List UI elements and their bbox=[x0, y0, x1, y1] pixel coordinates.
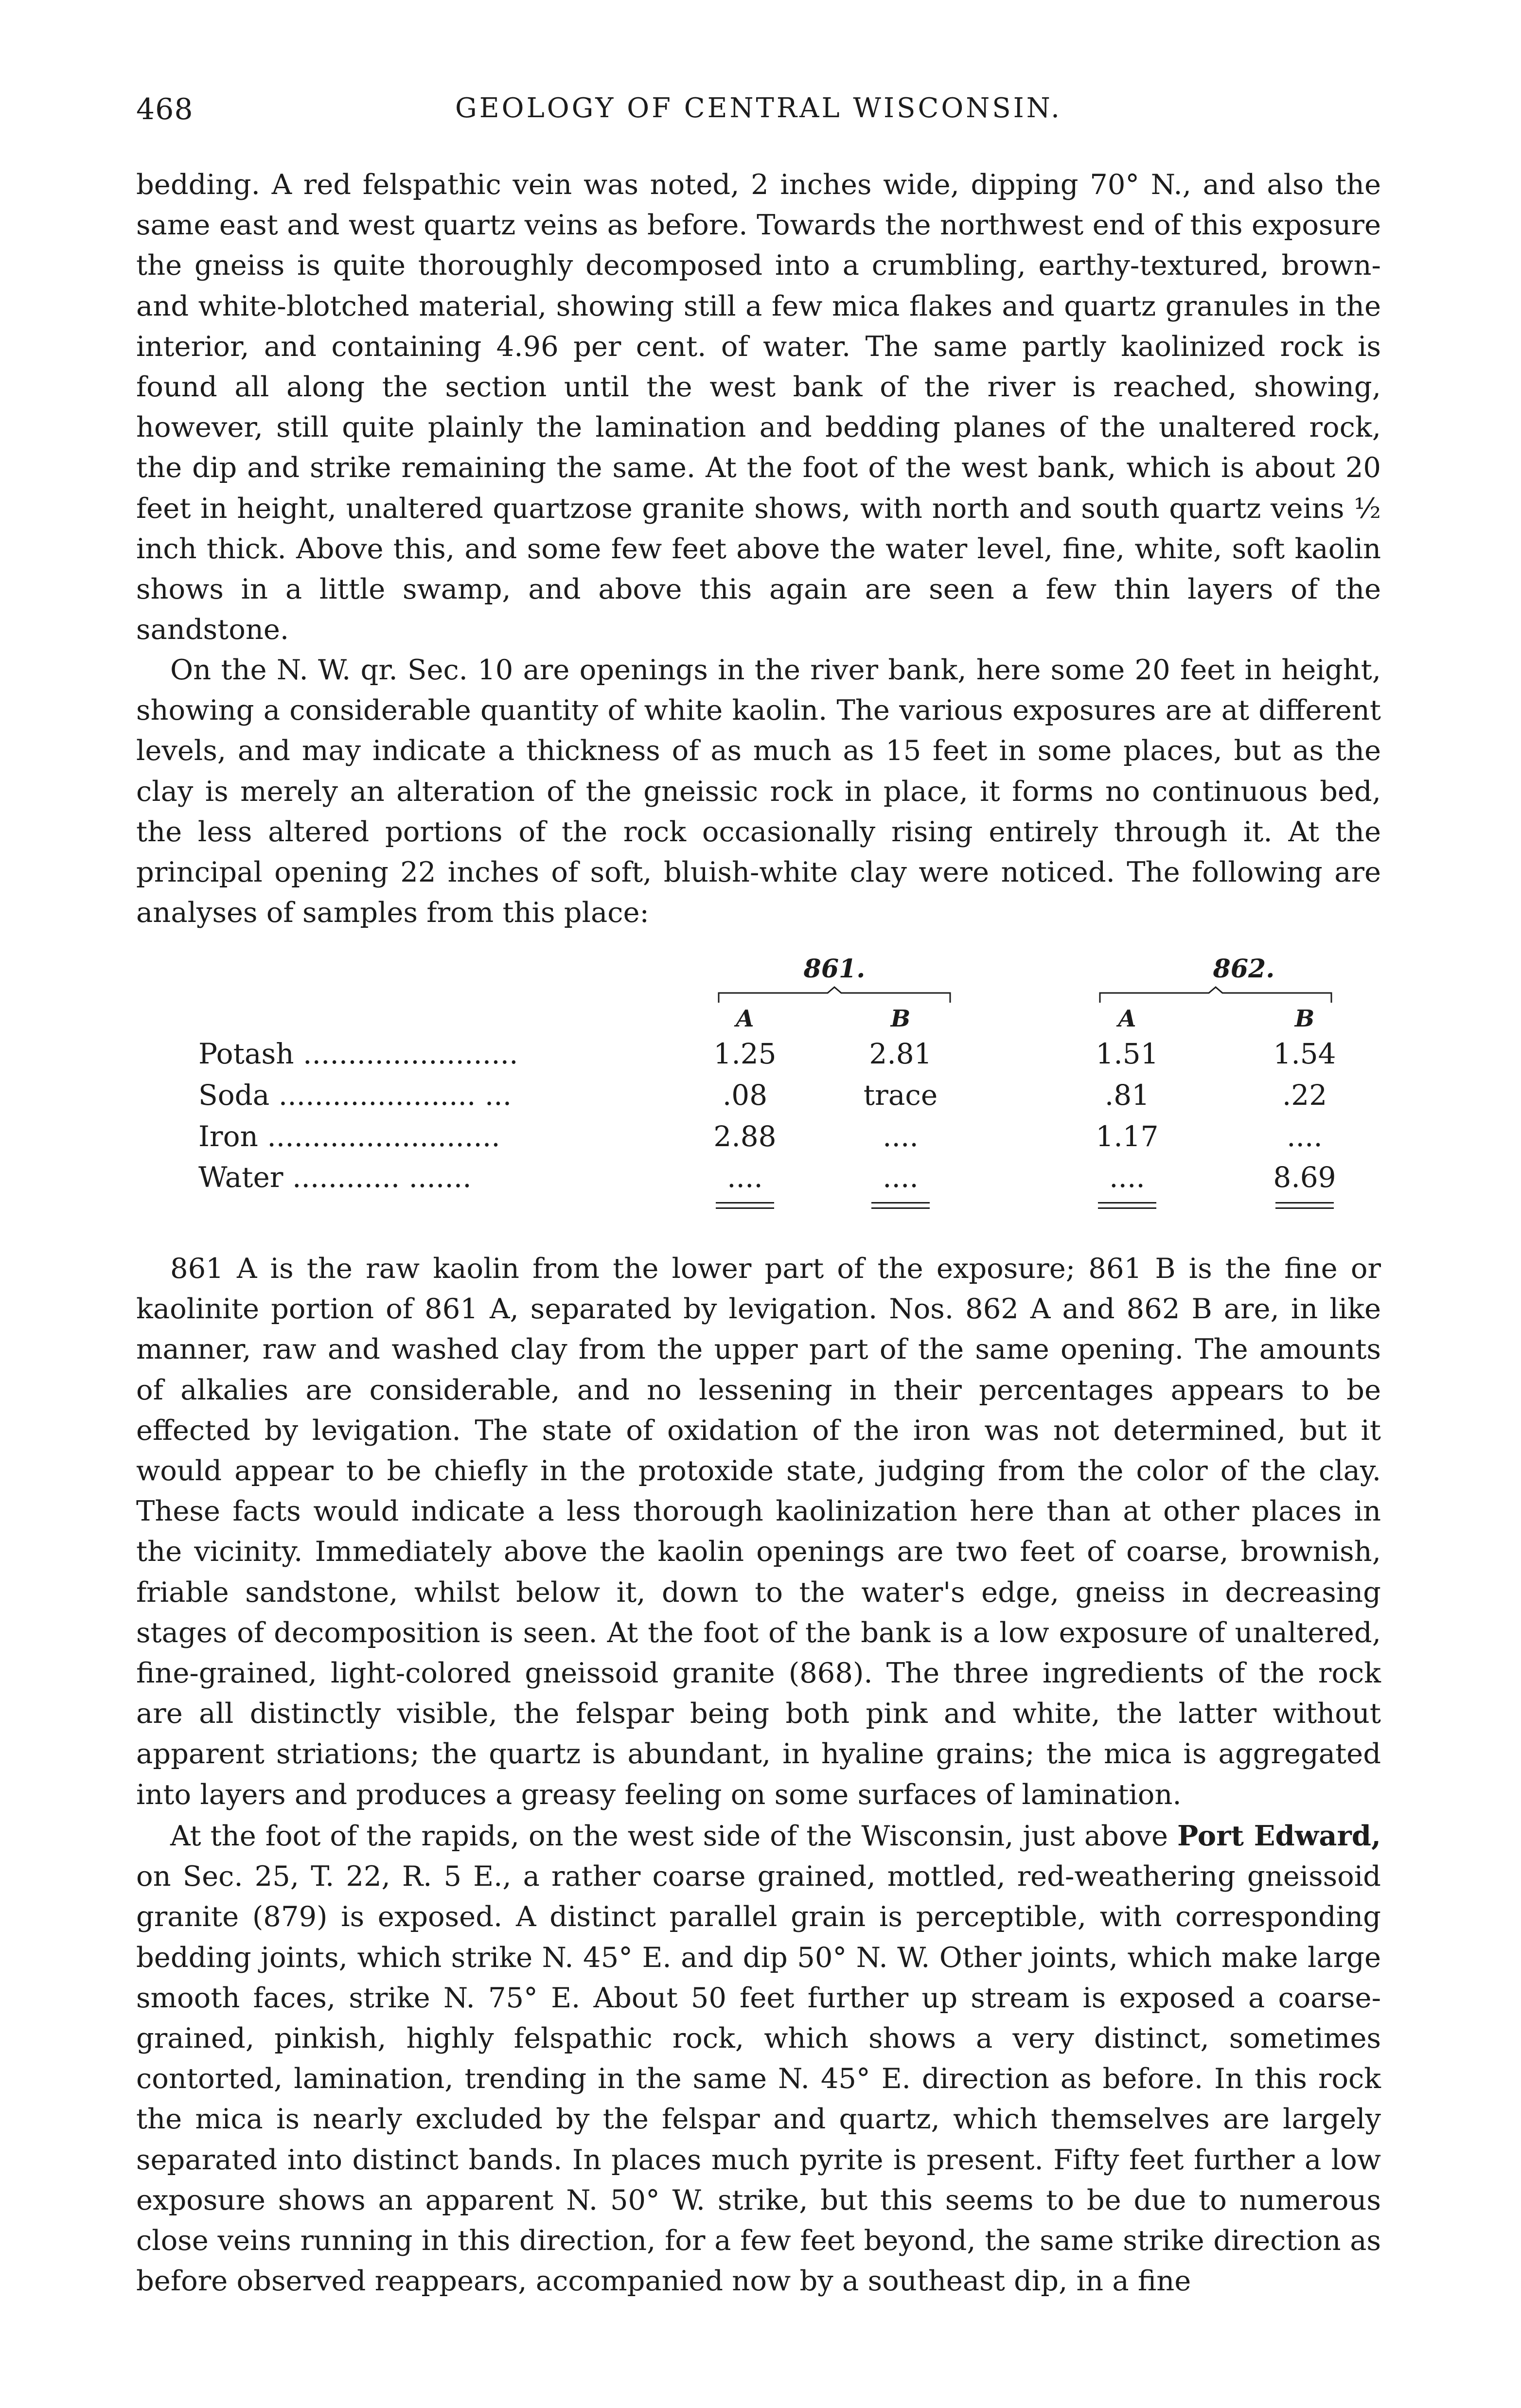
text-block-3 bbox=[136, 1248, 1381, 1815]
table-cell: trace bbox=[863, 1079, 938, 1112]
table-cell: .81 bbox=[1104, 1079, 1150, 1112]
running-head: GEOLOGY OF CENTRAL WISCONSIN. bbox=[455, 92, 1062, 124]
text-block-1 bbox=[136, 164, 1381, 650]
paragraph-2: On the N. W. qr. Sec. 10 are openings in the river bank, here some 20 feet in height, showing a considerable quantity of white kaolin. The various exposures are at different levels, and may indicate a thickness of as much as 15 feet in some places, but as the clay is merely an alteration of the gneissic rock in place, it forms no continuous bed, the less altered portions of the rock occasionally rising entirely through it. At the principal opening 22 inches of soft, bluish-white clay were noticed. The following are analyses of samples from this place: bbox=[136, 654, 1381, 929]
subheader-861-a: A bbox=[736, 1005, 754, 1032]
page-number: 468 bbox=[136, 92, 194, 126]
table-cell: 1.51 bbox=[1096, 1037, 1159, 1070]
brace-862-icon bbox=[1099, 986, 1332, 1006]
subheader-862-b: B bbox=[1294, 1005, 1315, 1032]
text-block-2 bbox=[136, 650, 1381, 933]
table-row-label: Potash ........................ bbox=[198, 1037, 518, 1070]
table-row-label: Water ............ ....... bbox=[198, 1161, 472, 1194]
paragraph-3: 861 A is the raw kaolin from the lower part of the exposure; 861 B is the fine or kaolinite portion of 861 A, separated by levigation. Nos. 862 A and 862 B are, in like manner, raw and washed clay from the upper part of the same opening. The amounts of alkalies are considerable, and no lessening in their percentages appears to be effected by levigation. The state of oxidation of the iron was not determined, but it would appear to be chiefly in the protoxide state, judging from the color of the clay. These facts would indicate a less thorough kaolinization here than at other places in the vicinity. Immediately above the kaolin openings are two feet of coarse, brownish, friable sandstone, whilst below it, down to the water's edge, gneiss in decreasing stages of decomposition is seen. At the foot of the bank is a low exposure of unaltered, fine-grained, light-colored gneissoid granite (868). The three ingredients of the rock are all distinctly visible, the felspar being both pink and white, the latter without apparent striations; the quartz is abundant, in hyaline grains; the mica is aggregated into layers and produces a greasy feeling on some surfaces of lamination. bbox=[136, 1252, 1381, 1811]
table-cell: 1.17 bbox=[1096, 1120, 1159, 1153]
paragraph-1: bedding. A red felspathic vein was noted, 2 inches wide, dipping 70° N., and also the same east and west quartz veins as before. Towards the northwest end of this exposure the gneiss is quite thoroughly decomposed into a crumbling, earthy-textured, brown- and white-blotched material, showing still a few mica flakes and quartz granules in the interior, and containing 4.96 per cent. of water. The same partly kaolinized rock is found all along the section until the west bank of the river is reached, showing, however, still quite plainly the lamination and bedding planes of the unaltered rock, the dip and strike remaining the same. At the foot of the west bank, which is about 20 feet in height, unaltered quartzose granite shows, with north and south quartz veins ½ inch thick. Above this, and some few feet above the water level, fine, white, soft kaolin shows in a little swamp, and above this again are seen a few thin layers of the sandstone. bbox=[136, 168, 1381, 646]
subheader-861-b: B bbox=[890, 1005, 911, 1032]
table-cell: .... bbox=[883, 1161, 919, 1194]
text-block-4 bbox=[136, 1816, 1381, 2301]
group-header-861: 861. bbox=[803, 954, 866, 984]
table-cell: .... bbox=[727, 1161, 763, 1194]
double-rule bbox=[716, 1202, 774, 1209]
paragraph-4: At the foot of the rapids, on the west side of the Wisconsin, just above Port Edward, on Sec. 25, T. 22, R. 5 E., a rather coarse grained, mottled, red-weathering gneissoid granite (879) is exposed. A distinct parallel grain is perceptible, with corresponding bedding joints, which strike N. 45° E. and dip 50° N. W. Other joints, which make large smooth faces, strike N. 75° E. About 50 feet further up stream is exposed a coarse-grained, pinkish, highly felspathic rock, which shows a very distinct, sometimes contorted, lamination, trending in the same N. 45° E. direction as before. In this rock the mica is nearly excluded by the felspar and quartz, which themselves are largely separated into distinct bands. In places much pyrite is present. Fifty feet further a low exposure shows an apparent N. 50° W. strike, but this seems to be due to numerous close veins running in this direction, for a few feet beyond, the same strike direction as before observed reappears, accompanied now by a southeast dip, in a fine bbox=[136, 1819, 1381, 2298]
table-cell: .22 bbox=[1282, 1079, 1327, 1112]
double-rule bbox=[871, 1202, 930, 1209]
table-row-label: Soda ...................... ... bbox=[198, 1079, 512, 1112]
table-row-label: Iron .......................... bbox=[198, 1120, 500, 1153]
table-cell: 2.88 bbox=[713, 1120, 777, 1153]
page-header bbox=[136, 92, 1381, 136]
place-name: Port Edward, bbox=[1177, 1819, 1381, 1852]
double-rule bbox=[1275, 1202, 1334, 1209]
table-cell: 2.81 bbox=[869, 1037, 932, 1070]
table-cell: .08 bbox=[722, 1079, 768, 1112]
table-cell: 1.25 bbox=[713, 1037, 777, 1070]
subheader-862-a: A bbox=[1118, 1005, 1136, 1032]
table-cell: 1.54 bbox=[1273, 1037, 1336, 1070]
double-rule bbox=[1098, 1202, 1156, 1209]
brace-861-icon bbox=[718, 986, 951, 1006]
group-header-862: 862. bbox=[1213, 954, 1275, 984]
table-cell: .... bbox=[883, 1120, 919, 1153]
table-cell: 8.69 bbox=[1273, 1161, 1336, 1194]
table-cell: .... bbox=[1109, 1161, 1145, 1194]
table-cell: .... bbox=[1287, 1120, 1323, 1153]
